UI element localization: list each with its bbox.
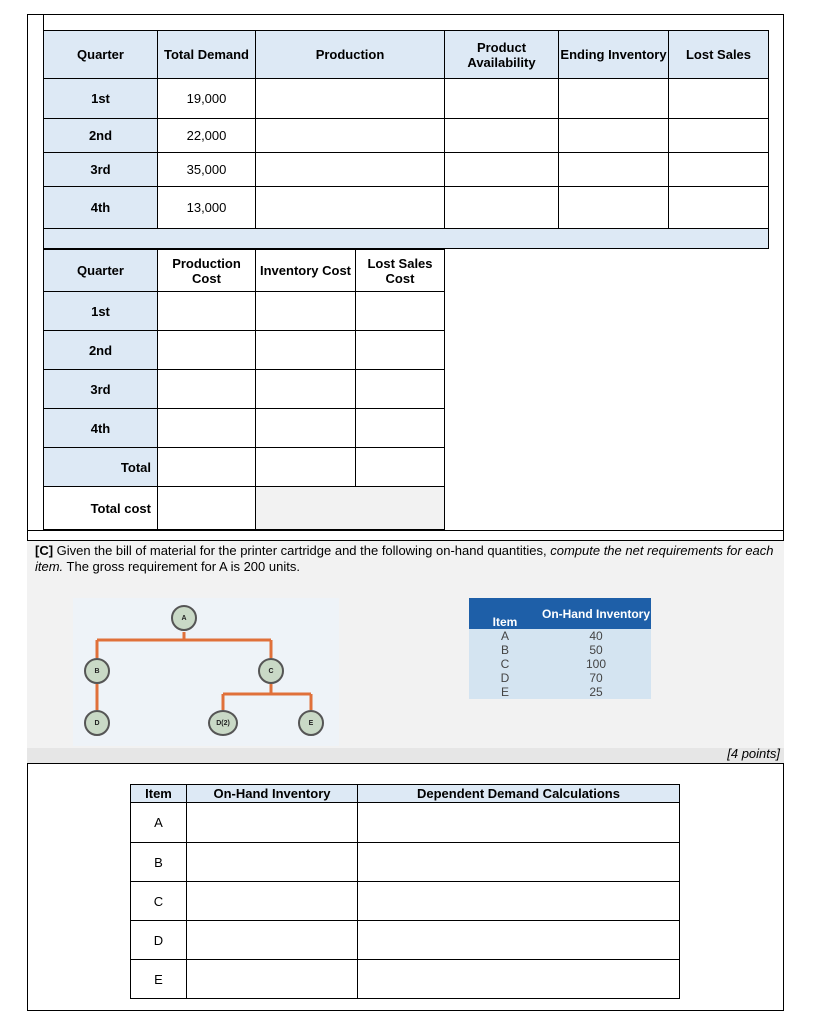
- header-quarter: Quarter: [44, 250, 158, 292]
- quarter-cell: 1st: [44, 292, 158, 331]
- input-cell[interactable]: [358, 921, 680, 960]
- input-cell[interactable]: [256, 292, 356, 331]
- input-cell[interactable]: [187, 882, 358, 921]
- oh-header-item: Item: [469, 598, 541, 629]
- cost-table: [43, 249, 445, 530]
- input-cell[interactable]: [356, 292, 445, 331]
- input-cell[interactable]: [559, 153, 669, 187]
- input-cell[interactable]: [158, 370, 256, 409]
- question-text-italic: compute the net requirements for each item.: [35, 543, 774, 574]
- table-row: [131, 921, 680, 960]
- input-cell[interactable]: [358, 843, 680, 882]
- oh-item: B: [469, 643, 541, 657]
- section-label: [C]: [35, 543, 54, 558]
- header-inventory-cost: Inventory Cost: [256, 250, 356, 292]
- input-cell[interactable]: [158, 448, 256, 487]
- table-row: [44, 79, 769, 119]
- input-cell[interactable]: [256, 187, 445, 229]
- oh-qty: 25: [541, 685, 651, 699]
- input-cell[interactable]: [256, 448, 356, 487]
- question-text-b: The gross requirement for A is 200 units.: [63, 559, 300, 574]
- total-cost-row: [44, 487, 445, 530]
- item-cell: A: [131, 803, 187, 843]
- input-cell[interactable]: [445, 187, 559, 229]
- header-product-availability: Product Availability: [445, 31, 559, 79]
- input-cell[interactable]: [356, 370, 445, 409]
- bom-diagram: [73, 598, 339, 746]
- input-cell[interactable]: [187, 843, 358, 882]
- quarter-cell: 4th: [44, 409, 158, 448]
- oh-row: [469, 671, 651, 685]
- input-cell[interactable]: [158, 292, 256, 331]
- table-row: [44, 187, 769, 229]
- frame-divider-c-bottom: [27, 763, 784, 764]
- bom-node-a: A: [171, 605, 197, 631]
- input-cell[interactable]: [559, 79, 669, 119]
- header-production-cost: Production Cost: [158, 250, 256, 292]
- shaded-cell: [256, 487, 445, 530]
- input-cell[interactable]: [356, 448, 445, 487]
- bom-node-e: E: [298, 710, 324, 736]
- header-dependent-demand: Dependent Demand Calculations: [358, 785, 680, 803]
- oh-header-on-hand: On-Hand Inventory: [541, 598, 651, 629]
- input-cell[interactable]: [256, 79, 445, 119]
- frame-divider-c-top: [27, 530, 784, 531]
- oh-item: E: [469, 685, 541, 699]
- item-cell: C: [131, 882, 187, 921]
- input-cell[interactable]: [358, 882, 680, 921]
- table-row: [131, 843, 680, 882]
- input-cell[interactable]: [158, 331, 256, 370]
- header-total-demand: Total Demand: [158, 31, 256, 79]
- input-cell[interactable]: [559, 187, 669, 229]
- input-cell[interactable]: [187, 960, 358, 999]
- demand-cell: 22,000: [158, 119, 256, 153]
- total-cost-label: Total cost: [44, 487, 158, 530]
- quarter-cell: 2nd: [44, 331, 158, 370]
- demand-cell: 35,000: [158, 153, 256, 187]
- bom-node-d: D: [84, 710, 110, 736]
- bom-node-b: B: [84, 658, 110, 684]
- input-cell[interactable]: [187, 803, 358, 843]
- table-row: [44, 119, 769, 153]
- oh-row: [469, 643, 651, 657]
- demand-cell: 13,000: [158, 187, 256, 229]
- oh-qty: 100: [541, 657, 651, 671]
- demand-cell: 19,000: [158, 79, 256, 119]
- table-row: [44, 331, 445, 370]
- oh-row: [469, 657, 651, 671]
- header-lost-sales: Lost Sales: [669, 31, 769, 79]
- header-lost-sales-cost: Lost Sales Cost: [356, 250, 445, 292]
- quarter-cell: 2nd: [44, 119, 158, 153]
- oh-qty: 40: [541, 629, 651, 643]
- input-cell[interactable]: [256, 153, 445, 187]
- table-row: [44, 292, 445, 331]
- oh-item: C: [469, 657, 541, 671]
- input-cell[interactable]: [256, 119, 445, 153]
- item-cell: E: [131, 960, 187, 999]
- input-cell[interactable]: [358, 960, 680, 999]
- table-row: [131, 803, 680, 843]
- input-cell[interactable]: [187, 921, 358, 960]
- header-on-hand-inventory: On-Hand Inventory: [187, 785, 358, 803]
- input-cell[interactable]: [158, 487, 256, 530]
- input-cell[interactable]: [356, 331, 445, 370]
- bom-node-c: C: [258, 658, 284, 684]
- quarter-cell: 3rd: [44, 153, 158, 187]
- table-row: [44, 370, 445, 409]
- table-row: [131, 960, 680, 999]
- points-label: [4 points]: [727, 746, 780, 761]
- input-cell[interactable]: [356, 409, 445, 448]
- input-cell[interactable]: [669, 119, 769, 153]
- question-text-a: Given the bill of material for the printer cartridge and the following on-hand quantities,: [53, 543, 551, 558]
- table-row: [44, 153, 769, 187]
- dependent-demand-table: [130, 784, 680, 999]
- input-cell[interactable]: [256, 370, 356, 409]
- input-cell[interactable]: [669, 153, 769, 187]
- input-cell[interactable]: [445, 153, 559, 187]
- input-cell[interactable]: [669, 79, 769, 119]
- separator-band: [44, 229, 769, 249]
- input-cell[interactable]: [358, 803, 680, 843]
- item-cell: D: [131, 921, 187, 960]
- table-row: [44, 409, 445, 448]
- table-row: [131, 882, 680, 921]
- quarter-cell: 3rd: [44, 370, 158, 409]
- input-cell[interactable]: [256, 409, 356, 448]
- header-quarter: Quarter: [44, 31, 158, 79]
- oh-item: D: [469, 671, 541, 685]
- total-row: [44, 448, 445, 487]
- item-cell: B: [131, 843, 187, 882]
- bom-node-d2: D(2): [208, 710, 238, 736]
- input-cell[interactable]: [559, 119, 669, 153]
- input-cell[interactable]: [256, 331, 356, 370]
- oh-item: A: [469, 629, 541, 643]
- on-hand-table: [469, 598, 651, 699]
- header-ending-inventory: Ending Inventory: [559, 31, 669, 79]
- section-c-question: [35, 543, 775, 575]
- points-band: [27, 748, 784, 763]
- quarter-cell: 4th: [44, 187, 158, 229]
- production-table: [43, 30, 769, 249]
- input-cell[interactable]: [669, 187, 769, 229]
- oh-qty: 50: [541, 643, 651, 657]
- input-cell[interactable]: [445, 79, 559, 119]
- input-cell[interactable]: [445, 119, 559, 153]
- header-production: Production: [256, 31, 445, 79]
- input-cell[interactable]: [158, 409, 256, 448]
- oh-row: [469, 685, 651, 699]
- oh-row: [469, 629, 651, 643]
- header-item: Item: [131, 785, 187, 803]
- oh-qty: 70: [541, 671, 651, 685]
- quarter-cell: 1st: [44, 79, 158, 119]
- total-label: Total: [44, 448, 158, 487]
